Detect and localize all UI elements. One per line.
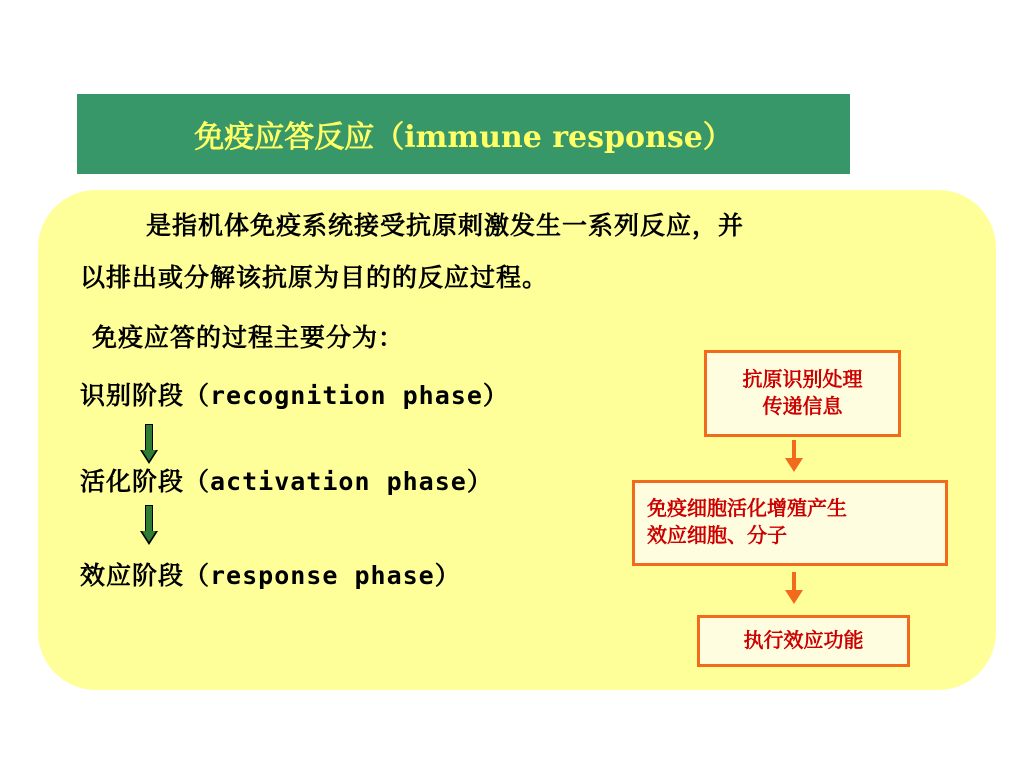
phase-recognition: 识别阶段（recognition phase） xyxy=(80,381,509,410)
flow-box-line: 执行效应功能 xyxy=(743,628,864,652)
flow-box-recognition xyxy=(704,350,901,437)
phase-response: 效应阶段（response phase） xyxy=(80,561,461,590)
flow-box-effect xyxy=(697,615,910,667)
flow-box-line: 免疫细胞活化增殖产生 xyxy=(647,496,847,520)
process-intro: 免疫应答的过程主要分为： xyxy=(92,323,405,352)
down-arrow-icon xyxy=(142,424,156,464)
phase-activation: 活化阶段（activation phase） xyxy=(80,467,493,496)
definition-line-2: 以排出或分解该抗原为目的的反应过程。 xyxy=(80,263,549,292)
flow-box-line: 效应细胞、分子 xyxy=(647,523,787,547)
flow-arrow-icon xyxy=(784,572,804,606)
definition-line-1: 是指机体免疫系统接受抗原刺激发生一系列反应，并 xyxy=(146,211,745,240)
title-bar xyxy=(77,94,850,174)
flow-box-line: 抗原识别处理 xyxy=(742,367,863,391)
down-arrow-icon xyxy=(142,505,156,545)
flow-box-line: 传递信息 xyxy=(762,394,843,418)
slide-title: 免疫应答反应（immune response） xyxy=(194,120,733,155)
flow-arrow-icon xyxy=(784,440,804,474)
flow-box-activation xyxy=(632,480,948,566)
